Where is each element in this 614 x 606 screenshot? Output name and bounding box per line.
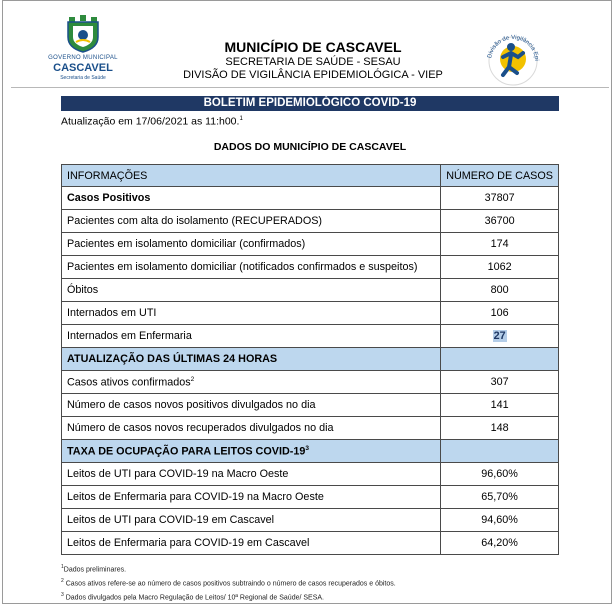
row-label: Leitos de UTI para COVID-19 na Macro Oeste [62,463,441,486]
logo-dept-text: Secretaria de Saúde [60,75,106,81]
header-title: MUNICÍPIO DE CASCAVEL [224,39,402,55]
header-line1: SECRETARIA DE SAÚDE - SESAU [225,56,401,68]
footnote-ref: 3 [305,444,309,452]
footnote [61,562,396,576]
row-label: Leitos de Enfermaria para COVID-19 em Cascavel [62,532,441,555]
table-row [62,302,559,325]
highlighted-value: 27 [493,330,506,342]
row-value: 800 [441,279,559,302]
row-value: 106 [441,302,559,325]
city-coat-of-arms-icon [65,15,101,53]
row-value: 96,60% [441,463,559,486]
row-label: Pacientes em isolamento domiciliar (notificados confirmados e suspeitos) [62,256,441,279]
row-value: 65,70% [441,486,559,509]
table-row [62,463,559,486]
table-row [62,325,559,348]
document-header [173,39,453,82]
table-row [62,417,559,440]
section-subtitle: DADOS DO MUNICÍPIO DE CASCAVEL [213,141,407,153]
table-row [62,509,559,532]
section-header-row [62,348,559,371]
row-value: 64,20% [441,532,559,555]
footnote [61,590,396,604]
row-label-text: Casos ativos confirmados [67,376,191,389]
row-label [62,371,441,394]
footnote-number: 1 [61,564,64,570]
update-text: Atualização em 17/06/2021 as 11:h00. [61,115,240,128]
table-row [62,256,559,279]
data-table [61,164,559,555]
footnote-number: 2 [61,577,64,584]
footnote-number: 3 [61,591,64,598]
row-value: 37807 [441,187,559,210]
row-label: Casos Positivos [62,187,441,210]
section-title-text: TAXA DE OCUPAÇÃO PARA LEITOS COVID-19 [67,445,306,458]
header-line2: DIVISÃO DE VIGILÂNCIA EPIDEMIOLÓGICA - VIEP [183,69,443,81]
row-value: 1062 [441,256,559,279]
viep-logo [481,27,545,91]
table-row [62,187,559,210]
table-header-row [62,165,559,187]
footnote-ref: 2 [190,375,195,383]
row-label: Número de casos novos recuperados divulgados no dia [62,417,441,440]
footnote-text: Dados divulgados pela Macro Regulação de Leitos/ 10ª Regional de Saúde/ SESA. [65,593,324,601]
row-value: 36700 [441,210,559,233]
row-value: 148 [441,417,559,440]
footnotes [61,562,396,603]
row-value: 307 [441,371,559,394]
table-row [62,210,559,233]
row-value: 141 [441,394,559,417]
row-label: Leitos de Enfermaria para COVID-19 na Macro Oeste [62,486,441,509]
header-cell-cases: NÚMERO DE CASOS [441,165,559,187]
table-row [62,371,559,394]
table-row [62,394,559,417]
row-value [441,325,559,348]
update-line [61,113,243,129]
row-label: Pacientes com alta do isolamento (RECUPERADOS) [62,210,441,233]
bulletin-banner: BOLETIM EPIDEMIOLÓGICO COVID-19 [61,96,559,111]
row-value: 94,60% [441,509,559,532]
header-divider [11,87,609,88]
update-footnote-ref: 1 [239,116,243,122]
logo-city-text: CASCAVEL [53,62,113,74]
table-row [62,233,559,256]
logo-govt-text: GOVERNO MUNICIPAL [48,55,118,61]
document-page [2,0,612,604]
table-row [62,279,559,302]
section-title-24h: ATUALIZAÇÃO DAS ÚLTIMAS 24 HORAS [62,348,441,371]
section-title-occupancy [62,440,441,463]
row-label: Óbitos [62,279,441,302]
section-header-row [62,440,559,463]
cascavel-logo [43,15,123,81]
footnote [61,576,396,590]
logo-right-text: Divisão de Vigilância Epi [487,34,540,61]
row-label: Leitos de UTI para COVID-19 em Cascavel [62,509,441,532]
row-label: Número de casos novos positivos divulgados no dia [62,394,441,417]
footnote-text: Dados preliminares. [63,566,127,574]
row-label: Pacientes em isolamento domiciliar (confirmados) [62,233,441,256]
header-cell-info: INFORMAÇÕES [62,165,441,187]
row-label: Internados em Enfermaria [62,325,441,348]
footnote-text: Casos ativos refere-se ao número de casos positivos subtraindo o número de casos recuperados e óbitos. [65,580,396,588]
table-row [62,486,559,509]
section-empty-cell [441,348,559,371]
row-value: 174 [441,233,559,256]
section-empty-cell [441,440,559,463]
row-label: Internados em UTI [62,302,441,325]
epidemiology-division-logo-icon [481,27,545,91]
table-row [62,532,559,555]
